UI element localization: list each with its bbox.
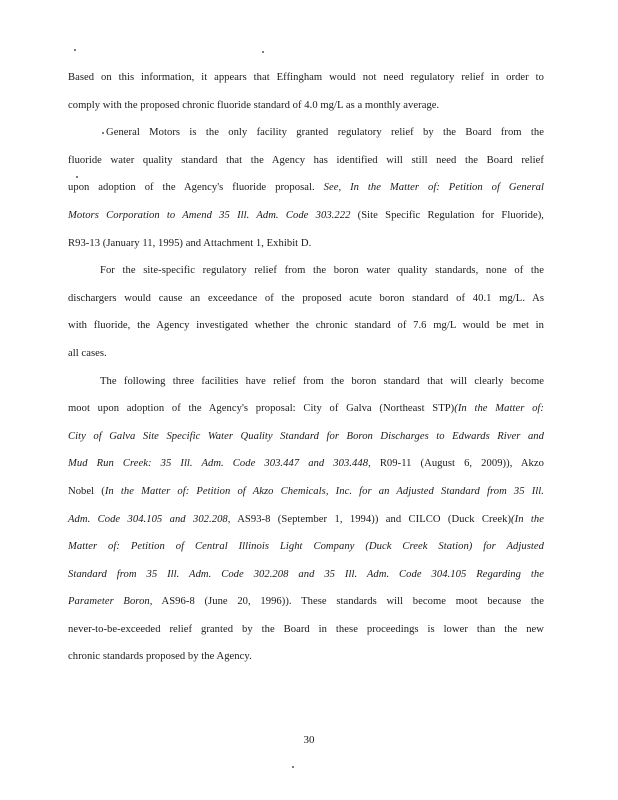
citation-title: Parameter Boron [68,596,150,608]
citation-title: See, In the Matter of: Petition of General [323,182,544,194]
text-run: Nobel ( [68,485,105,497]
text-run: (Site Specific Regulation for Fluoride), [350,209,544,221]
text-line [68,561,544,589]
text-line [68,506,544,534]
document-body [68,64,544,671]
text-line [68,450,544,478]
text-line [68,174,544,202]
citation-title: Matter of: Petition of Central Illinois Light Company (Duck Creek Station) for Adjusted [68,541,544,553]
text-line [68,395,544,423]
text-line: dischargers would cause an exceedance of the proposed acute boron standard of 40.1 mg/L. As [68,292,544,304]
text-run: , AS93-8 (September 1, 1994)) and CILCO (Duck Creek) [227,513,512,525]
text-line: all cases. [68,347,107,359]
text-run: upon adoption of the Agency's fluoride proposal. [68,182,324,194]
citation-title: In the Matter of: Petition of Akzo Chemicals, Inc. for an Adjusted Standard from 35 Ill. [104,485,544,497]
citation-title: Motors Corporation to Amend 35 Ill. Adm. Code 303.222 [68,209,351,221]
paragraph-1 [68,64,544,119]
scan-speck [74,49,76,51]
text-line: R93-13 (January 11, 1995) and Attachment 1, Exhibit D. [68,237,312,249]
text-line: with fluoride, the Agency investigated whether the chronic standard of 7.6 mg/L would be met in [68,320,544,332]
text-line: The following three facilities have relief from the boron standard that will clearly become [100,375,544,387]
citation-title: Mud Run Creek: 35 Ill. Adm. Code 303.447 and 303.448 [68,458,369,470]
paragraph-4 [68,368,544,672]
scan-speck [292,766,294,768]
text-run: , AS96-8 (June 20, 1996)). These standards will become moot because the [149,596,544,608]
citation-title: Adm. Code 304.105 and 302.208 [68,513,228,525]
citation-title: City of Galva Site Specific Water Quality Standard for Boron Discharges to Edwards River and [68,430,544,442]
text-run: , R09-11 (August 6, 2009)), Akzo [368,458,544,470]
scan-speck [262,51,264,53]
text-line [68,533,544,561]
text-line [68,588,544,616]
text-line: For the site-specific regulatory relief from the boron water quality standards, none of the [100,265,544,277]
text-run: moot upon adoption of the Agency's proposal: City of Galva (Northeast STP) [68,403,455,415]
citation-title: Standard from 35 Ill. Adm. Code 302.208 and 35 Ill. Adm. Code 304.105 Regarding the [68,568,544,580]
text-line: General Motors is the only facility granted regulatory relief by the Board from the [106,127,544,139]
text-line [68,478,544,506]
citation-title: (In the Matter of: [454,403,544,415]
paragraph-2 [68,119,544,257]
text-line: fluoride water quality standard that the Agency has identified will still need the Board relief [68,154,544,166]
text-line: comply with the proposed chronic fluoride standard of 4.0 mg/L as a monthly average. [68,99,440,111]
text-line: Based on this information, it appears that Effingham would not need regulatory relief in order to [68,72,544,83]
text-line: never-to-be-exceeded relief granted by the Board in these proceedings is lower than the new [68,623,544,635]
citation-title: (In the [511,513,544,525]
paragraph-3 [68,257,544,367]
text-line [68,202,544,230]
text-line: chronic standards proposed by the Agency. [68,651,252,663]
page-number: 30 [303,734,315,746]
text-line [68,423,544,451]
